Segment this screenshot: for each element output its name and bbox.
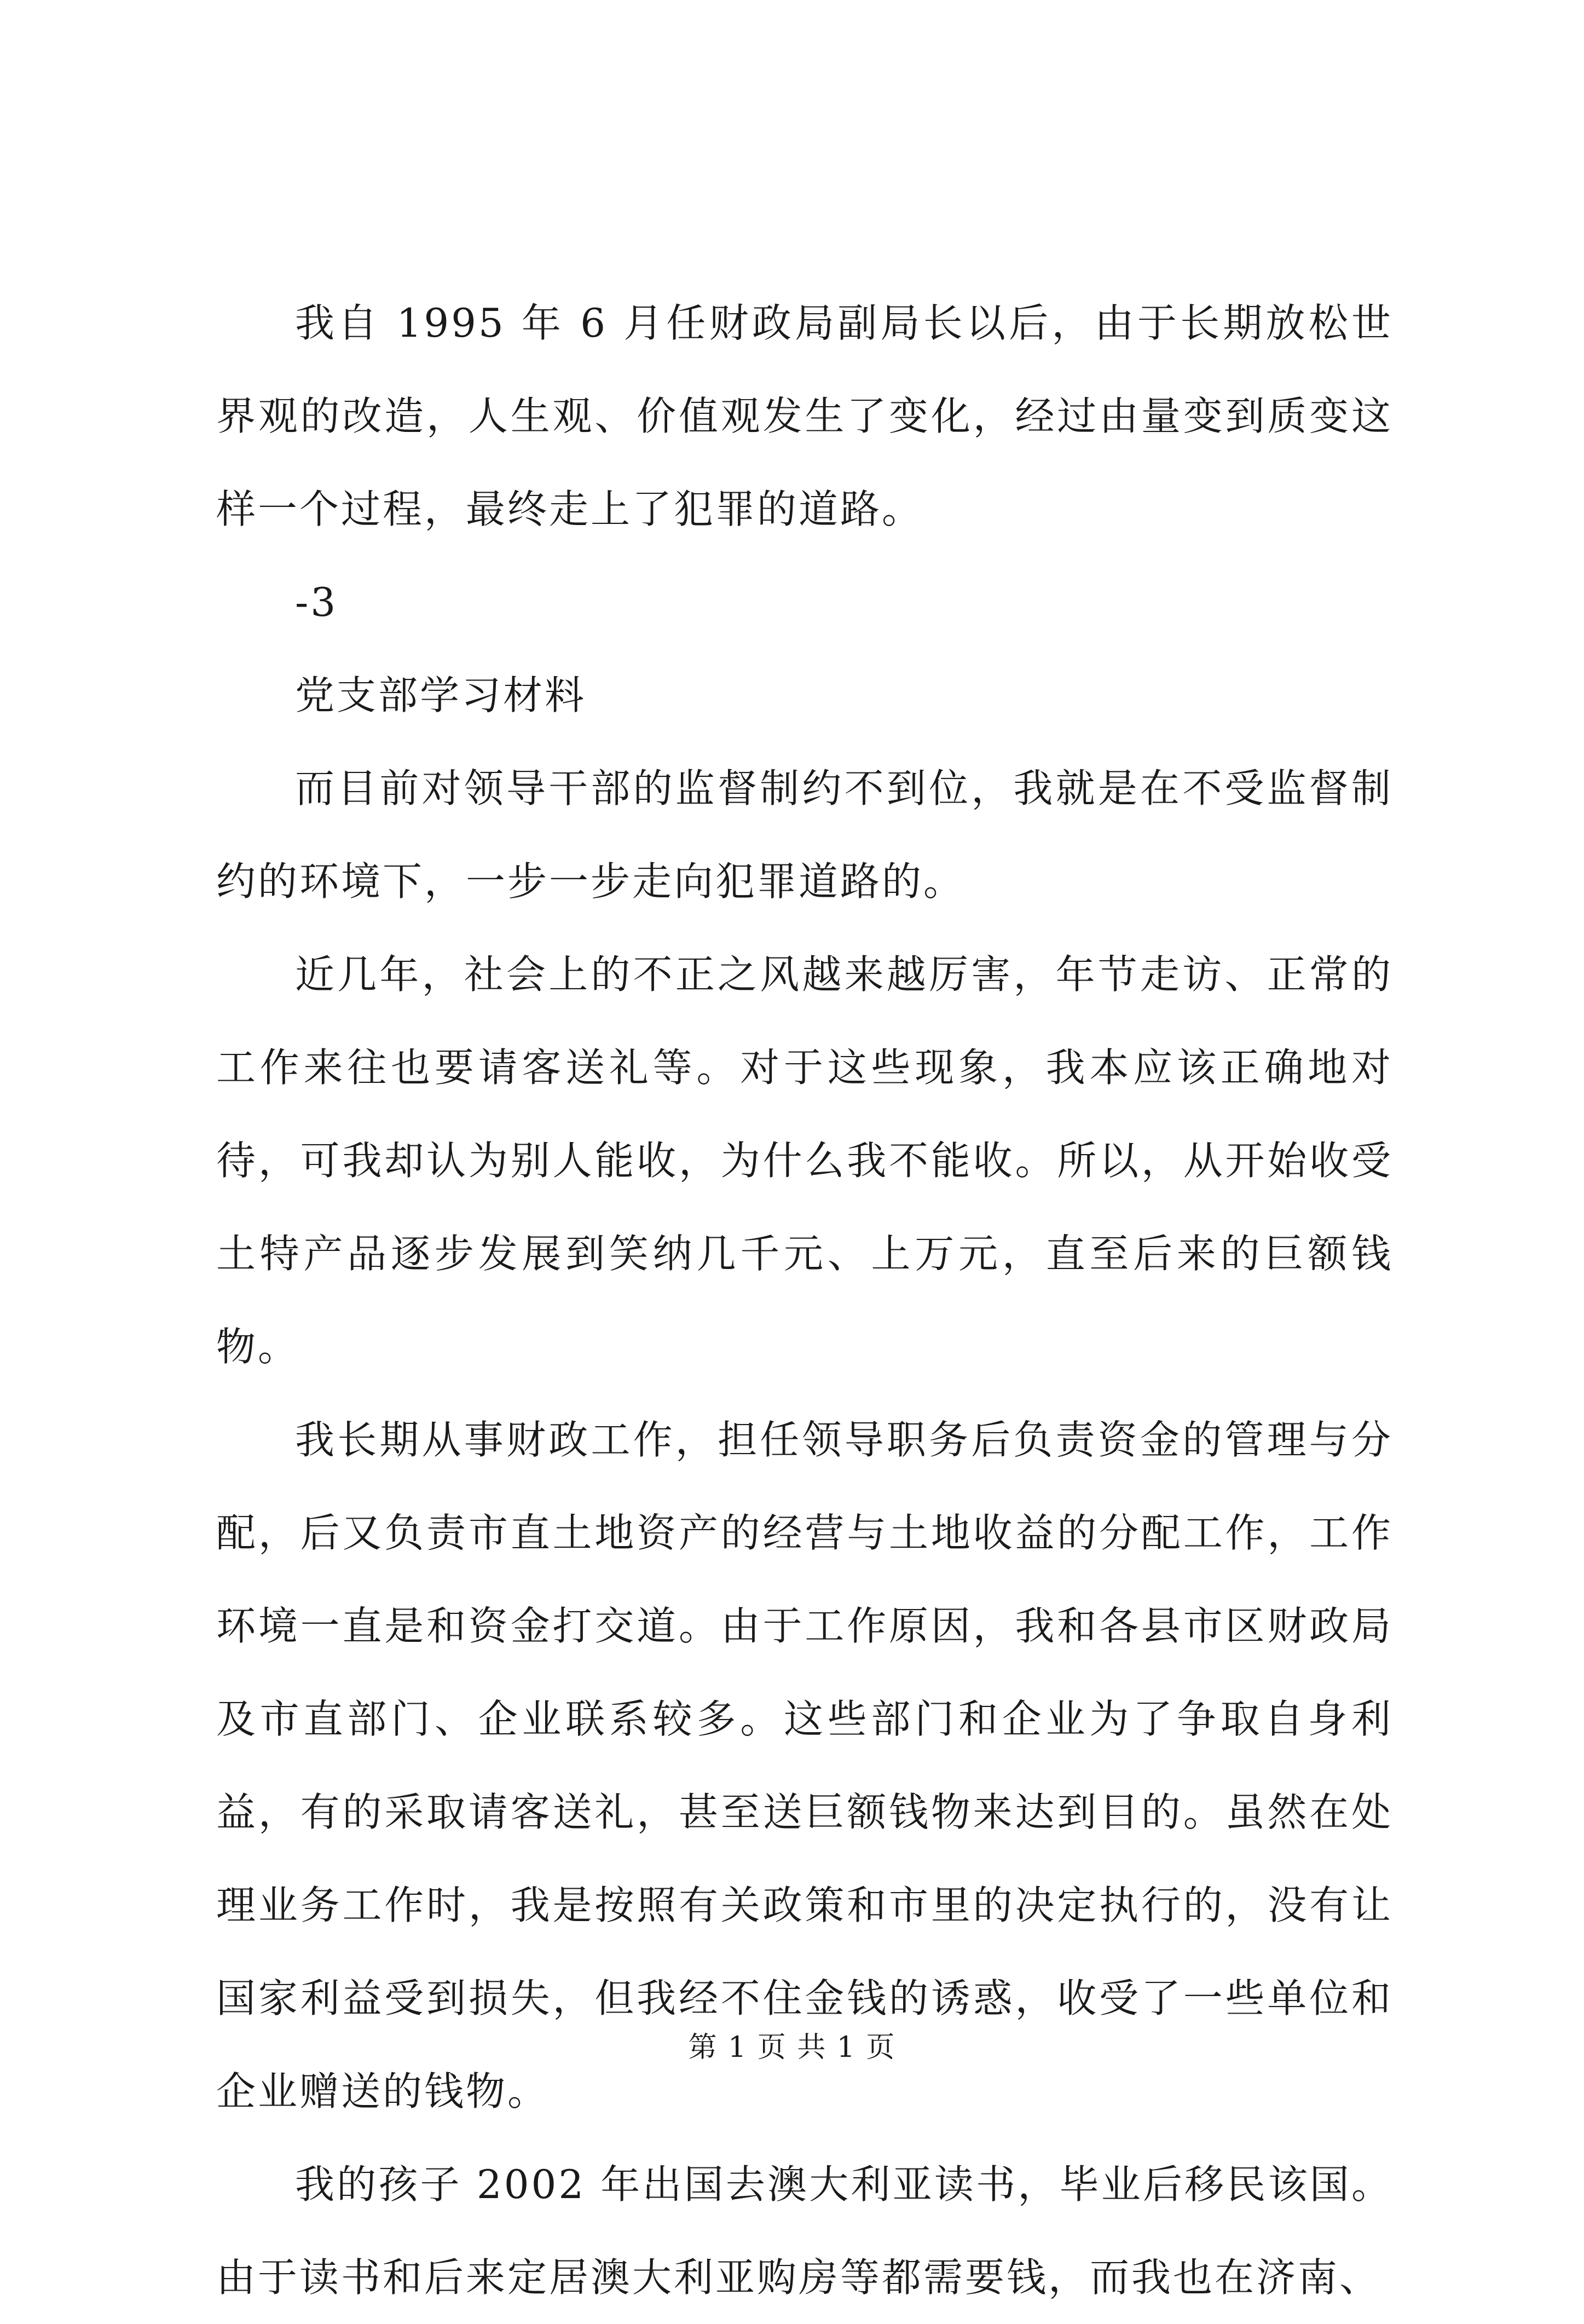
paragraph-5: 我的孩子 2002 年出国去澳大利亚读书，毕业后移民该国。由于读书和后来定居澳大利亚购房等都需要钱，而我也在济南、 — [216, 2161, 1393, 2300]
paragraph-3: 近几年，社会上的不正之风越来越厉害，年节走访、正常的工作来往也要请客送礼等。对于这些现象，我本应该正确地对待，可我却认为别人能收，为什么我不能收。所以，从开始收受土特产品逐步发展到笑纳几千元、上万元，直至后来的巨额钱物。 — [216, 951, 1393, 1370]
page-footer: 第 1 页 共 1 页 — [688, 2031, 896, 2064]
document-body — [216, 276, 1393, 2324]
page-number-marker: -3 — [295, 579, 338, 625]
section-heading: 党支部学习材料 — [295, 672, 587, 718]
paragraph-2: 而目前对领导干部的监督制约不到位，我就是在不受监督制约的环境下，一步一步走向犯罪道路的。 — [216, 765, 1393, 904]
paragraph-1: 我自 1995 年 6 月任财政局副局长以后，由于长期放松世界观的改造，人生观、价值观发生了变化，经过由量变到质变这样一个过程，最终走上了犯罪的道路。 — [216, 300, 1393, 532]
paragraph-4: 我长期从事财政工作，担任领导职务后负责资金的管理与分配，后又负责市直土地资产的经营与土地收益的分配工作，工作环境一直是和资金打交道。由于工作原因，我和各县市区财政局及市直部门、企业联系较多。这些部门和企业为了争取自身利益，有的采取请客送礼，甚至送巨额钱物来达到目的。虽然在处理业务工作时，我是按照有关政策和市里的决定执行的，没有让国家利益受到损失，但我经不住金钱的诱惑，收受了一些单位和企业赠送的钱物。 — [216, 1417, 1393, 2114]
